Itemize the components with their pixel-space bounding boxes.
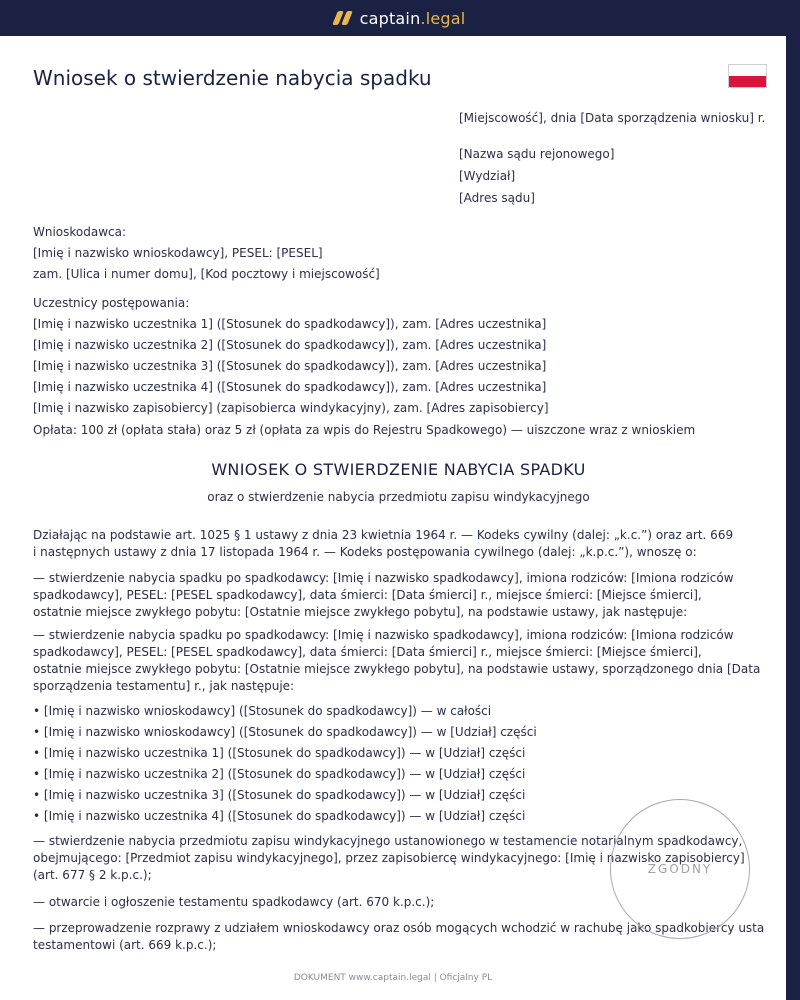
- intro-line: i następnych ustawy z dnia 17 listopada 1964 r. — Kodeks postępowania cywilnego (dalej: „k.p.c.”), wnoszę o:: [33, 545, 697, 559]
- share-item: • [Imię i nazwisko wnioskodawcy] ([Stosunek do spadkodawcy]) — w całości: [33, 704, 492, 718]
- applicant-line: [Imię i nazwisko wnioskodawcy], PESEL: [PESEL]: [33, 246, 323, 260]
- court-name: [Nazwa sądu rejonowego]: [459, 147, 615, 161]
- participant-item: [Imię i nazwisko uczestnika 4] ([Stosunek do spadkodawcy]), zam. [Adres uczestnika]: [33, 380, 547, 394]
- request-line: — stwierdzenie nabycia przedmiotu zapisu windykacyjnego ustanowionego w testamencie notarialnym spadkodawcy,: [33, 834, 743, 848]
- request-line: (art. 677 § 2 k.p.c.);: [33, 868, 152, 882]
- fee-line: Opłata: 100 zł (opłata stała) oraz 5 zł (opłata za wpis do Rejestru Spadkowego) — uiszczone wraz z wnioskiem: [33, 423, 696, 437]
- request-line: ostatnie miejsce zwykłego pobytu: [Ostatnie miejsce zwykłego pobytu], na podstawie ustawy, jak następuje:: [33, 605, 688, 619]
- participants-block: [33, 293, 768, 419]
- request-line: sporządzenia testamentu] r., jak następuje:: [33, 679, 295, 693]
- request-inheritance-statutory: [33, 570, 768, 621]
- request-line: testamentowi (art. 669 k.p.c.);: [33, 938, 217, 952]
- request-line: — stwierdzenie nabycia spadku po spadkodawcy: [Imię i nazwisko spadkodawcy], imiona rodziców: [Imiona rodziców: [33, 571, 734, 585]
- request-line: — stwierdzenie nabycia spadku po spadkodawcy: [Imię i nazwisko spadkodawcy], imiona rodziców: [Imiona rodziców: [33, 628, 734, 642]
- share-item: • [Imię i nazwisko uczestnika 4] ([Stosunek do spadkodawcy]) — w [Udział] części: [33, 809, 526, 823]
- request-line: ostatnie miejsce zwykłego pobytu: [Ostatnie miejsce zwykłego pobytu], na podstawie ustawy, sporządzonego dnia [Data: [33, 662, 761, 676]
- participants-label: Uczestnicy postępowania:: [33, 296, 190, 310]
- participant-item: [Imię i nazwisko zapisobiercy] (zapisobierca windykacyjny), zam. [Adres zapisobiercy]: [33, 401, 549, 415]
- place-date: [Miejscowość], dnia [Data sporządzenia wniosku] r.: [459, 111, 766, 125]
- court-block: [459, 143, 614, 209]
- document-footer: DOKUMENT www.captain.legal | Oficjalny PL: [293, 973, 493, 983]
- brand-logo[interactable]: [360, 9, 466, 28]
- share-item: • [Imię i nazwisko wnioskodawcy] ([Stosunek do spadkodawcy]) — w [Udział] części: [33, 725, 537, 739]
- request-line: spadkodawcy], PESEL: [PESEL spadkodawcy], data śmierci: [Data śmierci] r., miejsce śmierci: [Miejsce śmierci],: [33, 588, 702, 602]
- brand-tld: .legal: [420, 8, 466, 28]
- intro-paragraph: [33, 527, 768, 561]
- request-inheritance-testament: [33, 627, 768, 695]
- request-line: obejmującego: [Przedmiot zapisu windykacyjnego], przez zapisobiercę windykacyjnego: [Imię i nazwisko zapisobiercy]: [33, 851, 745, 865]
- intro-line: Działając na podstawie art. 1025 § 1 ustawy z dnia 23 kwietnia 1964 r. — Kodeks cywilny (dalej: „k.c.”) oraz art. 669: [33, 528, 734, 542]
- court-division: [Wydział]: [459, 169, 516, 183]
- participant-item: [Imię i nazwisko uczestnika 1] ([Stosunek do spadkodawcy]), zam. [Adres uczestnika]: [33, 317, 547, 331]
- stamp-text: ZGODNY: [647, 862, 713, 876]
- participant-item: [Imię i nazwisko uczestnika 3] ([Stosunek do spadkodawcy]), zam. [Adres uczestnika]: [33, 359, 547, 373]
- document-title: Wniosek o stwierdzenie nabycia spadku: [33, 66, 432, 90]
- request-line: spadkodawcy], PESEL: [PESEL spadkodawcy], data śmierci: [Data śmierci] r., miejsce śmierci: [Miejsce śmierci],: [33, 645, 702, 659]
- court-address: [Adres sądu]: [459, 191, 535, 205]
- participant-item: [Imię i nazwisko uczestnika 2] ([Stosunek do spadkodawcy]), zam. [Adres uczestnika]: [33, 338, 547, 352]
- main-title: WNIOSEK O STWIERDZENIE NABYCIA SPADKU: [211, 460, 586, 479]
- brand-name: captain: [359, 8, 421, 28]
- double-slash-logo-icon: [335, 11, 350, 25]
- request-line: — otwarcie i ogłoszenie testamentu spadkodawcy (art. 670 k.p.c.);: [33, 895, 435, 909]
- poland-flag-icon: [728, 64, 767, 88]
- scroll-gutter[interactable]: [786, 36, 800, 1000]
- compliance-stamp: [610, 799, 750, 939]
- applicant-label: Wnioskodawca:: [33, 225, 127, 239]
- top-bar: [0, 0, 800, 36]
- share-item: • [Imię i nazwisko uczestnika 2] ([Stosunek do spadkodawcy]) — w [Udział] części: [33, 767, 526, 781]
- share-item: • [Imię i nazwisko uczestnika 3] ([Stosunek do spadkodawcy]) — w [Udział] części: [33, 788, 526, 802]
- request-line: — przeprowadzenie rozprawy z udziałem wnioskodawcy oraz osób mogących wchodzić w rachubę jako spadkobiercy usta: [33, 921, 765, 935]
- main-subtitle: oraz o stwierdzenie nabycia przedmiotu zapisu windykacyjnego: [207, 490, 590, 504]
- document-page: [0, 36, 786, 1000]
- applicant-block: [33, 222, 768, 285]
- applicant-address: zam. [Ulica i numer domu], [Kod pocztowy i miejscowość]: [33, 267, 380, 281]
- share-item: • [Imię i nazwisko uczestnika 1] ([Stosunek do spadkodawcy]) — w [Udział] części: [33, 746, 526, 760]
